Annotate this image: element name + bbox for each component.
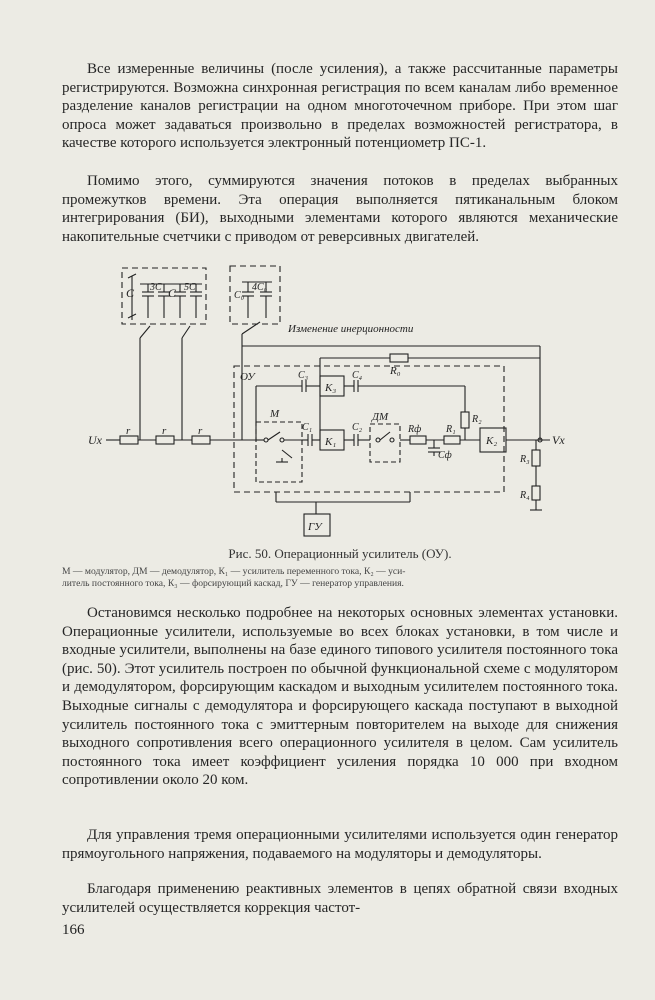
label-cf: Cф — [438, 450, 452, 461]
label-r0: R₀ — [390, 365, 401, 377]
paragraph-generator: Для управления тремя операционными усилителями используется один генератор прямоугольного напряжения, подаваемого на модуляторы и демодуляторы. — [62, 827, 618, 862]
label-r-3: r — [198, 425, 203, 437]
label-vx: Vх — [552, 433, 565, 447]
label-c0: C₀ — [234, 290, 245, 301]
paragraph-correction: Благодаря применению реактивных элементов в цепях обратной связи входных усилителей осуществляется коррекция частот- — [62, 881, 618, 916]
label-c-left: C — [126, 286, 135, 300]
paragraph-integration: Помимо этого, суммируются значения потоков в пределах выбранных промежутков времени. Эта операция выполняется пятиканальным блоком интегрирования (БИ), выходными элементами которого являются механические накопительные счетчики с приводом от реверсивных двигателей. — [62, 173, 618, 245]
label-r1: R₁ — [446, 424, 456, 435]
label-dm: ДМ — [372, 411, 389, 423]
label-k3: K₃ — [325, 382, 337, 394]
label-r-1: r — [126, 425, 131, 437]
figure-legend — [62, 566, 618, 590]
circuit-diagram — [80, 262, 580, 542]
label-r-2: r — [162, 425, 167, 437]
label-ux: Uх — [88, 433, 102, 447]
label-inertia: Изменение инерционности — [288, 323, 414, 335]
paragraph-registration: Все измеренные величины (после усиления), а также рассчитанные параметры регистрируются. Возможна синхронная регистрация по всем каналам либо временное разделение каналов регистрации на одном многоточечном приборе. При этом шаг опроса может задаваться произвольно в пределах возможностей регистратора, в качестве которого используется электронный потенциометр ПС-1. — [62, 61, 618, 152]
page-number: 166 — [62, 922, 85, 938]
label-5c: 5C — [184, 282, 196, 293]
label-ou: ОУ — [240, 371, 255, 383]
figure-legend-line: М — модулятор, ДМ — демодулятор, К₁ — усилитель переменного тока, К₂ — уси- — [62, 566, 406, 577]
paragraph-amplifier-description: Остановимся несколько подробнее на некоторых основных элементах установки. Операционные усилители, используемые во всех блоках установки, в том числе и входные усилители, выполнены на базе единого типового усилителя постоянного тока (рис. 50). Этот усилитель построен по обычной функциональной схеме с модулятором и демодулятором, форсирующим каскадом и выходным усилителем постоянного тока. Выходные сигналы с демодулятора и форсирующего каскада поступают в выходной усилитель постоянного тока с эмиттерным повторителем на выходе для снижения выходного сопротивления всего операционного усилителя в целом. Сам усилитель постоянного тока имеет коэффициент усиления порядка 10 000 при входном сопротивлении около 20 ком. — [62, 605, 618, 789]
label-c3: C₃ — [298, 370, 309, 381]
label-3c: 3C — [150, 282, 162, 293]
figure-caption: Рис. 50. Операционный усилитель (ОУ). — [228, 546, 452, 561]
label-rf: Rф — [408, 424, 422, 435]
label-gu: ГУ — [308, 521, 322, 533]
label-c-mid: C — [168, 286, 177, 300]
label-c4: C₄ — [352, 370, 363, 381]
label-r4: R₄ — [520, 490, 530, 501]
figure-operational-amplifier — [80, 262, 580, 542]
label-r3: R₃ — [520, 454, 530, 465]
label-m: М — [270, 408, 280, 420]
label-k1: K₁ — [325, 436, 337, 448]
label-c1: C₁ — [302, 422, 313, 433]
label-k2: K₂ — [486, 435, 498, 447]
figure-legend-line: литель постоянного тока, К₃ — форсирующий каскад, ГУ — генератор управления. — [62, 578, 404, 589]
label-4c0: 4C₀ — [252, 282, 268, 293]
label-c2: C₂ — [352, 422, 363, 433]
label-r2: R₂ — [472, 414, 482, 425]
